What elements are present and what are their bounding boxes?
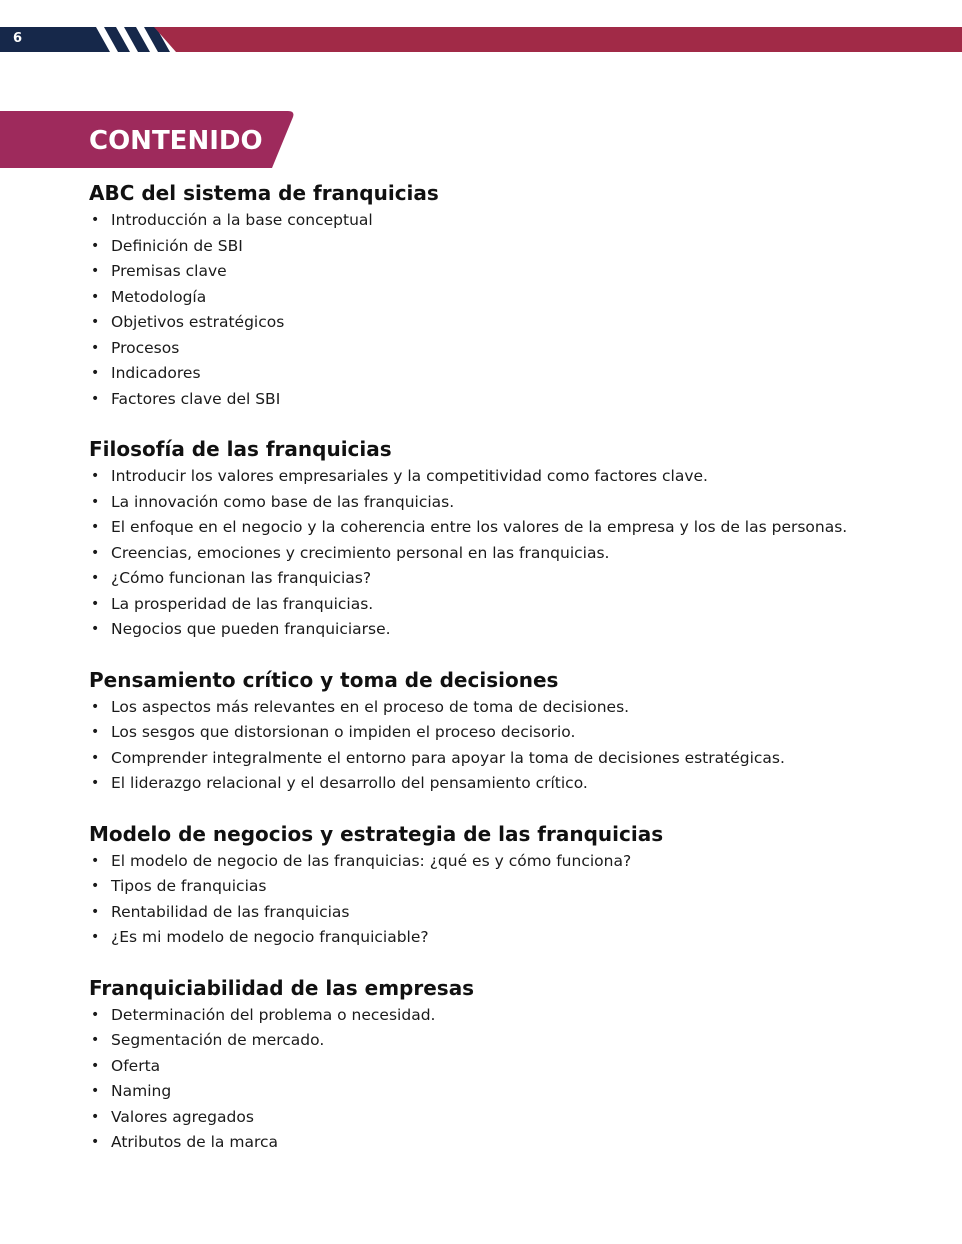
list-item: [89, 1054, 939, 1080]
bullet-icon: •: [91, 212, 100, 228]
page-number: 6: [13, 31, 23, 46]
bullet-icon: •: [91, 263, 100, 279]
list-item: [89, 490, 939, 516]
section-items: [89, 1003, 939, 1156]
bullet-icon: •: [91, 1108, 100, 1125]
list-item-text: Atributos de la marca: [111, 1133, 278, 1151]
list-item: [89, 515, 939, 541]
list-item-text: La prosperidad de las franquicias.: [111, 594, 374, 613]
list-item: [89, 1105, 939, 1131]
bullet-icon: •: [91, 390, 100, 407]
list-item-text: La innovación como base de las franquicias.: [111, 492, 455, 511]
list-item-text: El modelo de negocio de las franquicias: ¿qué es y cómo funciona?: [111, 851, 632, 870]
bullet-icon: •: [91, 237, 100, 254]
list-item: [89, 566, 939, 592]
list-item: [89, 925, 939, 951]
list-item-text: Determinación del problema o necesidad.: [111, 1005, 436, 1024]
list-item: [89, 1003, 939, 1029]
bullet-icon: •: [91, 544, 100, 561]
list-item: [89, 900, 939, 926]
list-item-text: Rentabilidad de las franquicias: [111, 902, 350, 921]
bullet-icon: •: [91, 1134, 100, 1150]
list-item-text: Premisas clave: [111, 262, 227, 280]
list-item-text: Objetivos estratégicos: [111, 313, 285, 331]
list-item: [89, 541, 939, 567]
list-item: [89, 617, 939, 643]
list-item: [89, 208, 939, 234]
list-item: [89, 720, 939, 746]
list-item-text: Valores agregados: [111, 1107, 254, 1126]
section-heading: Pensamiento crítico y toma de decisiones: [89, 667, 559, 692]
list-item: [89, 592, 939, 618]
bullet-icon: •: [91, 749, 100, 766]
bullet-icon: •: [91, 903, 100, 920]
list-item-text: Creencias, emociones y crecimiento personal en las franquicias.: [111, 543, 610, 562]
list-item: [89, 849, 939, 875]
bullet-icon: •: [91, 1083, 100, 1099]
bullet-icon: •: [91, 519, 100, 535]
list-item-text: Introducir los valores empresariales y la competitividad como factores clave.: [111, 467, 708, 485]
bullet-icon: •: [91, 570, 100, 586]
list-item-text: Los sesgos que distorsionan o impiden el proceso decisorio.: [111, 723, 576, 741]
list-item: [89, 234, 939, 260]
list-item-text: Factores clave del SBI: [111, 389, 281, 408]
section-filosofia: [89, 434, 939, 643]
list-item: [89, 695, 939, 721]
list-item-text: Indicadores: [111, 364, 201, 382]
list-item-text: Negocios que pueden franquiciarse.: [111, 620, 391, 638]
list-item: [89, 1130, 939, 1156]
top-decorative-band: [0, 27, 962, 52]
section-pensamiento: [89, 665, 939, 797]
section-heading: Modelo de negocios y estrategia de las franquicias: [89, 821, 664, 846]
list-item-text: Segmentación de mercado.: [111, 1031, 325, 1049]
list-item: [89, 285, 939, 311]
list-item-text: ¿Cómo funcionan las franquicias?: [111, 569, 372, 587]
section-items: [89, 464, 939, 643]
list-item-text: Comprender integralmente el entorno para apoyar la toma de decisiones estratégicas.: [111, 748, 785, 767]
bullet-icon: •: [91, 468, 100, 484]
section-modelo: [89, 819, 939, 951]
list-item: [89, 361, 939, 387]
bullet-icon: •: [91, 724, 100, 740]
bullet-icon: •: [91, 288, 100, 305]
list-item: [89, 310, 939, 336]
bullet-icon: •: [91, 595, 100, 612]
section-items: [89, 208, 939, 412]
section-heading: ABC del sistema de franquicias: [89, 181, 439, 205]
bullet-icon: •: [91, 339, 100, 356]
list-item-text: El enfoque en el negocio y la coherencia entre los valores de la empresa y los de las personas.: [111, 518, 848, 536]
bullet-icon: •: [91, 1032, 100, 1048]
list-item-text: Tipos de franquicias: [111, 877, 267, 895]
bullet-icon: •: [91, 493, 100, 510]
list-item-text: Introducción a la base conceptual: [111, 211, 373, 229]
list-item-text: Procesos: [111, 338, 180, 357]
bullet-icon: •: [91, 929, 100, 945]
bullet-icon: •: [91, 365, 100, 381]
section-franquiciabilidad: [89, 973, 939, 1156]
list-item-text: Definición de SBI: [111, 236, 243, 255]
bullet-icon: •: [91, 1006, 100, 1023]
list-item: [89, 387, 939, 413]
list-item: [89, 464, 939, 490]
list-item: [89, 746, 939, 772]
list-item-text: Oferta: [111, 1056, 161, 1075]
list-item-text: ¿Es mi modelo de negocio franquiciable?: [111, 928, 429, 946]
section-items: [89, 695, 939, 797]
contents-list: [89, 178, 939, 1178]
list-item: [89, 336, 939, 362]
section-heading: Filosofía de las franquicias: [89, 437, 392, 461]
bullet-icon: •: [91, 852, 100, 869]
list-item-text: El liderazgo relacional y el desarrollo del pensamiento crítico.: [111, 774, 588, 792]
section-heading: Franquiciabilidad de las empresas: [89, 975, 475, 1000]
section-items: [89, 849, 939, 951]
list-item-text: Naming: [111, 1082, 172, 1100]
bullet-icon: •: [91, 878, 100, 894]
bullet-icon: •: [91, 314, 100, 330]
page-title: CONTENIDO: [89, 126, 263, 156]
list-item: [89, 1079, 939, 1105]
bullet-icon: •: [91, 775, 100, 791]
list-item-text: Los aspectos más relevantes en el proceso de toma de decisiones.: [111, 697, 630, 716]
list-item: [89, 1028, 939, 1054]
bullet-icon: •: [91, 698, 100, 715]
list-item-text: Metodología: [111, 287, 207, 306]
list-item: [89, 771, 939, 797]
bullet-icon: •: [91, 621, 100, 637]
list-item: [89, 874, 939, 900]
section-abc: [89, 178, 939, 412]
list-item: [89, 259, 939, 285]
bullet-icon: •: [91, 1057, 100, 1074]
